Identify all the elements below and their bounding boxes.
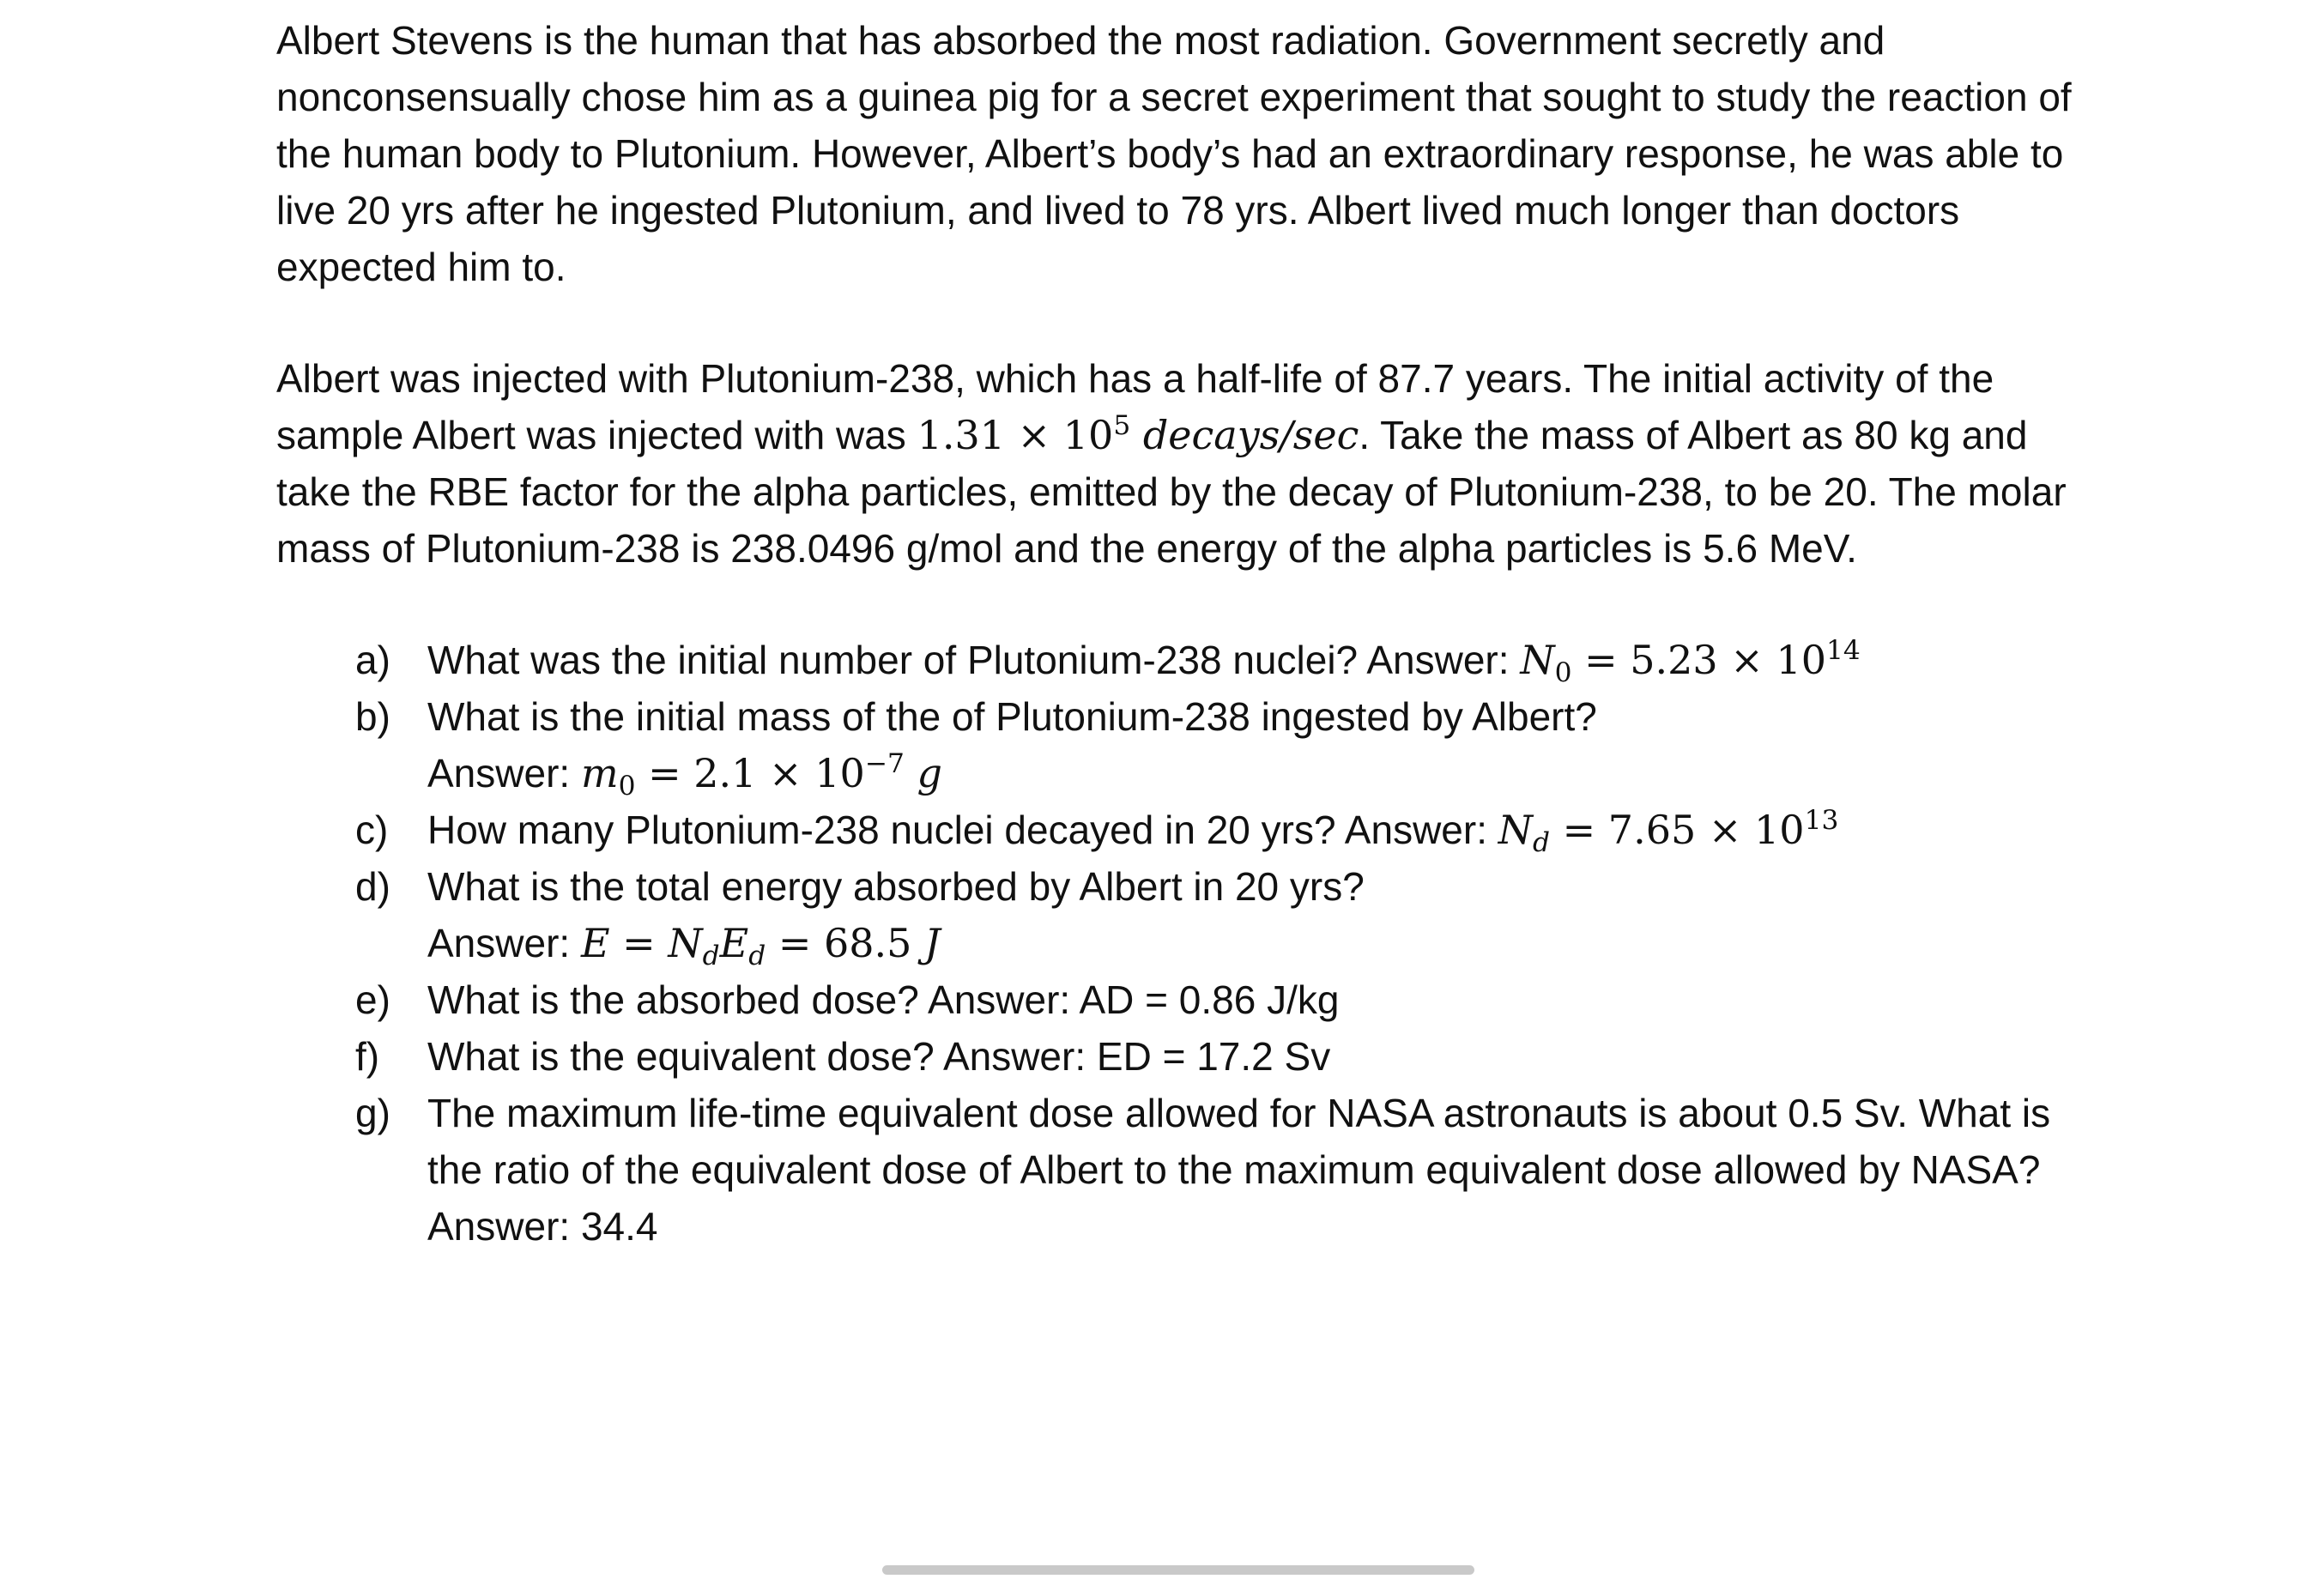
question-e [276, 971, 2104, 1028]
formula-value: = 7.65 × [1550, 807, 1755, 853]
answer-formula [580, 747, 942, 802]
initial-activity-formula [917, 409, 1359, 458]
home-indicator-bar[interactable] [882, 1565, 1474, 1575]
formula-base: 10 [814, 750, 865, 796]
answer-formula [1498, 804, 1839, 858]
question-a [276, 632, 2104, 688]
activity-mantissa: 1.31 [917, 412, 1005, 458]
question-g [276, 1085, 2104, 1255]
answer-formula [1520, 634, 1861, 688]
question-list [276, 632, 2104, 1255]
setup-text-after: . Take the mass of Albert as 80 kg and take the RBE factor for the alpha particles, emitted by the decay of Plutonium-238, to be 20. The molar mass of Plutonium-238 is 238.0496 g/mol and the energy of the alpha particles is 5.6 MeV. [276, 413, 2067, 571]
activity-unit: decays/sec [1130, 412, 1359, 458]
formula-subscript: 0 [618, 770, 636, 802]
question-text: What is the absorbed dose? Answer: AD = 0.86 J/kg [427, 977, 1340, 1022]
question-text: What is the total energy absorbed by Albert in 20 yrs? [427, 864, 1365, 909]
activity-base: 10 [1062, 412, 1114, 458]
question-marker: f) [355, 1034, 380, 1079]
formula-variable: N [1520, 637, 1555, 683]
answer-label: Answer: [427, 751, 581, 796]
question-marker: b) [355, 694, 390, 739]
formula-variable: N [668, 920, 703, 966]
formula-value: = 2.1 × [635, 750, 815, 796]
question-b [276, 688, 2104, 802]
formula-variable: m [580, 750, 619, 796]
formula-variable: E [719, 920, 749, 966]
formula-base: 10 [1754, 807, 1805, 853]
setup-text-before: Albert was injected with Plutonium-238, which has a half-life of 87.7 years. The initial activity of the sample Albert was injected with was [276, 356, 1994, 457]
formula-exponent: 14 [1826, 634, 1861, 666]
question-f [276, 1028, 2104, 1085]
document-page [276, 12, 2104, 1255]
question-text: What is the initial mass of the of Plutonium-238 ingested by Albert? [427, 694, 1597, 739]
question-marker: a) [355, 638, 390, 682]
formula-exponent: −7 [864, 747, 905, 779]
question-text: What is the equivalent dose? Answer: ED = 17.2 Sv [427, 1034, 1331, 1079]
question-text: The maximum life-time equivalent dose allowed for NASA astronauts is about 0.5 Sv. What is the ratio of the equivalent dose of Albert to the maximum equivalent dose allowed by NASA? Answer: 34.4 [427, 1091, 2051, 1249]
formula-subscript: 0 [1554, 656, 1572, 688]
formula-subscript: d [702, 940, 720, 971]
question-marker: d) [355, 864, 390, 909]
formula-unit: J [924, 920, 941, 966]
formula-value: = 68.5 [766, 920, 925, 966]
intro-paragraph: Albert Stevens is the human that has absorbed the most radiation. Government secretly and nonconsensually chose him as a guinea pig for a secret experiment that sought to study the reaction of the human body to Plutonium. However, Albert’s body’s had an extraordinary response, he was able to live 20 yrs after he ingested Plutonium, and lived to 78 yrs. Albert lived much longer than doctors expected him to. [276, 18, 2072, 289]
formula-base: 10 [1776, 637, 1827, 683]
setup-paragraph [276, 350, 2104, 577]
formula-unit: g [917, 750, 942, 796]
question-text: What was the initial number of Plutonium-238 nuclei? Answer: [427, 638, 1521, 682]
formula-variable: N [1498, 807, 1533, 853]
question-marker: c) [355, 808, 389, 852]
times-sign: × [1004, 412, 1063, 458]
answer-formula [580, 920, 941, 971]
formula-exponent: 13 [1804, 804, 1839, 836]
question-marker: g) [355, 1091, 390, 1135]
formula-subscript: d [748, 940, 766, 971]
question-text: How many Plutonium-238 nuclei decayed in 20 yrs? Answer: [427, 808, 1498, 852]
formula-subscript: d [1533, 826, 1551, 858]
question-marker: e) [355, 977, 390, 1022]
answer-label: Answer: [427, 921, 581, 965]
formula-equals: = [609, 920, 669, 966]
formula-value: = 5.23 × [1571, 637, 1776, 683]
question-c [276, 802, 2104, 858]
activity-exponent: 5 [1113, 409, 1131, 441]
question-d [276, 858, 2104, 971]
formula-lhs: E [580, 920, 610, 966]
